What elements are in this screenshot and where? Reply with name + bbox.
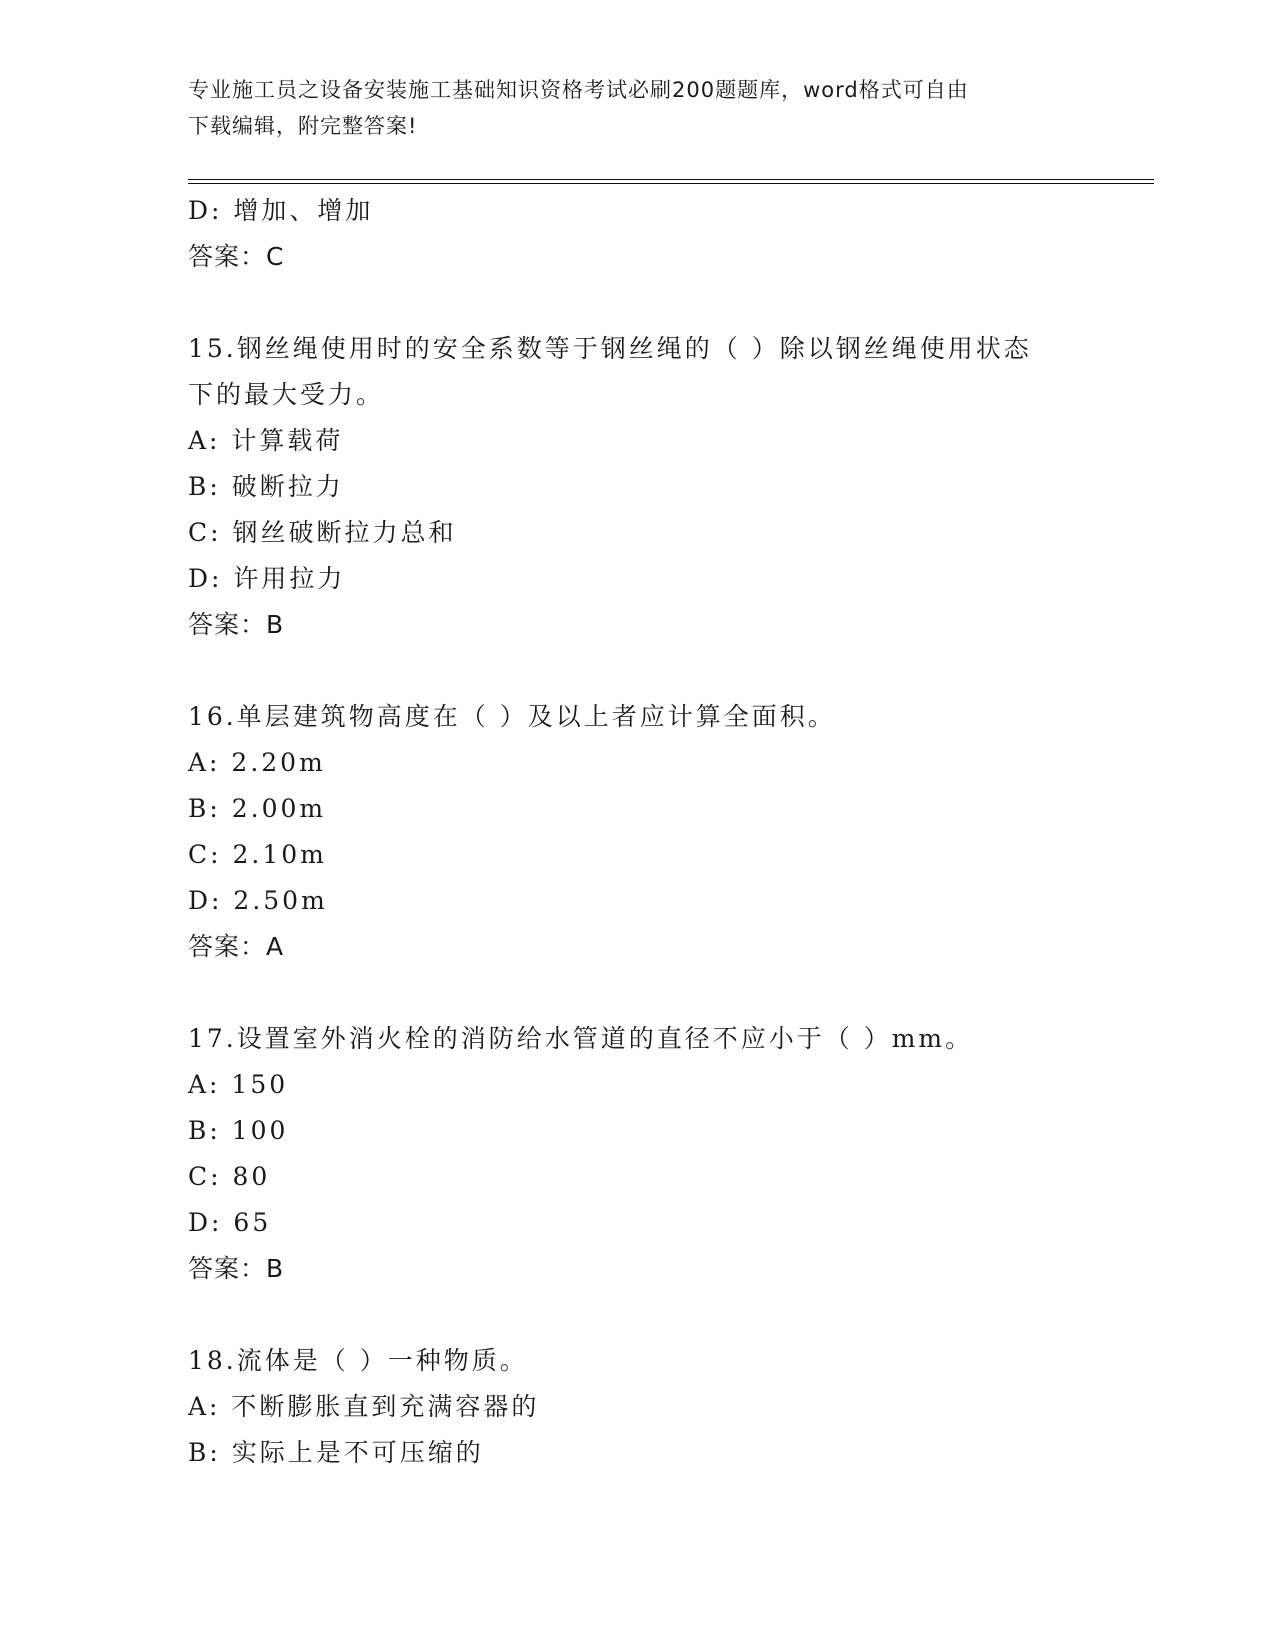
spacer xyxy=(188,970,1148,1016)
spacer xyxy=(188,648,1148,694)
spacer xyxy=(188,1292,1148,1338)
header-divider-bottom xyxy=(188,183,1154,184)
spacer xyxy=(188,280,1148,326)
question-18 xyxy=(188,1338,1148,1476)
question-17 xyxy=(188,1016,1148,1292)
option-b: B: 100 xyxy=(188,1116,289,1145)
option-a: A: 150 xyxy=(188,1070,289,1099)
question-15 xyxy=(188,326,1148,648)
question-stem: 17.设置室外消火栓的消防给水管道的直径不应小于（ ）mm。 xyxy=(188,1024,974,1053)
header-line-2: 下载编辑，附完整答案! xyxy=(188,114,418,138)
question-stem: 16.单层建筑物高度在（ ）及以上者应计算全面积。 xyxy=(188,702,836,731)
option-b: B: 2.00m xyxy=(188,794,327,823)
header-divider-top xyxy=(188,179,1154,180)
answer: 答案：B xyxy=(188,610,285,639)
option-b: B: 破断拉力 xyxy=(188,472,344,501)
question-stem: 18.流体是（ ）一种物质。 xyxy=(188,1346,528,1375)
header-line-1: 专业施工员之设备安装施工基础知识资格考试必刷200题题库，word格式可自由 xyxy=(188,78,969,102)
question-stem: 15.钢丝绳使用时的安全系数等于钢丝绳的（ ）除以钢丝绳使用状态 xyxy=(188,334,1032,363)
option-c: C: 2.10m xyxy=(188,840,327,869)
prev-option-d: D: 增加、增加 xyxy=(188,196,374,225)
option-a: A: 2.20m xyxy=(188,748,326,777)
document-header xyxy=(188,72,1068,144)
option-a: A: 计算载荷 xyxy=(188,426,344,455)
option-a: A: 不断膨胀直到充满容器的 xyxy=(188,1392,540,1421)
question-16 xyxy=(188,694,1148,970)
option-d: D: 65 xyxy=(188,1208,272,1237)
answer: 答案：A xyxy=(188,932,285,961)
question-list xyxy=(188,188,1148,1476)
answer: 答案：B xyxy=(188,1254,285,1283)
prev-answer: 答案：C xyxy=(188,242,285,271)
option-c: C: 钢丝破断拉力总和 xyxy=(188,518,457,547)
option-d: D: 2.50m xyxy=(188,886,328,915)
option-b: B: 实际上是不可压缩的 xyxy=(188,1438,484,1467)
option-c: C: 80 xyxy=(188,1162,271,1191)
question-stem-continued: 下的最大受力。 xyxy=(188,380,385,409)
option-d: D: 许用拉力 xyxy=(188,564,346,593)
